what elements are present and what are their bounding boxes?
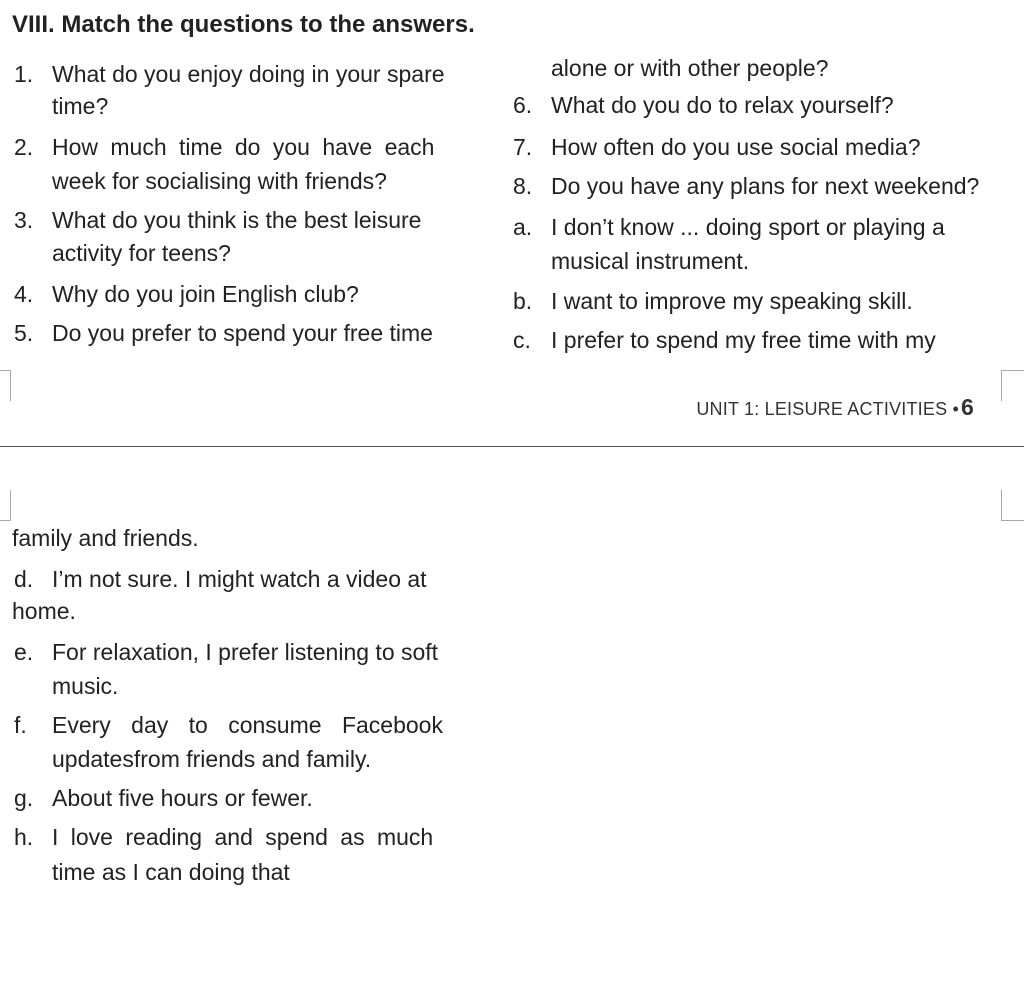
question-number: 2. [14, 134, 34, 160]
question-number: 8. [513, 173, 533, 199]
answer-text: I love reading and spend as much [52, 824, 434, 850]
question-text: How much time do you have each [52, 134, 435, 160]
question-text: Do you prefer to spend your free time [52, 320, 433, 346]
answer-text: family and friends. [12, 525, 199, 551]
answer-letter: g. [14, 785, 34, 811]
answer-text: For relaxation, I prefer listening to soft [52, 639, 439, 665]
answer-text: I don’t know ... doing sport or playing a [551, 214, 945, 240]
question-text: activity for teens? [52, 240, 231, 266]
question-text: What do you do to relax yourself? [551, 92, 894, 118]
question-number: 7. [513, 134, 533, 160]
question-number: 6. [513, 92, 533, 118]
page-break-divider [0, 446, 1024, 447]
question-number: 4. [14, 281, 34, 307]
crop-mark [0, 490, 11, 521]
exercise-title: VIII. Match the questions to the answers. [12, 11, 475, 38]
answer-letter: d. [14, 566, 34, 592]
answer-text: I want to improve my speaking skill. [551, 288, 913, 314]
question-number: 5. [14, 320, 34, 346]
page-footer [696, 392, 974, 424]
question-number: 1. [14, 61, 34, 87]
question-text: Why do you join English club? [52, 281, 359, 307]
answer-letter: e. [14, 639, 34, 665]
answer-letter: h. [14, 824, 34, 850]
question-text: What do you think is the best leisure [52, 207, 422, 233]
crop-mark [0, 370, 11, 401]
answer-text: Every day to consume Facebook [52, 712, 443, 738]
answer-letter: c. [513, 327, 531, 353]
question-text: alone or with other people? [551, 55, 829, 81]
answer-text: musical instrument. [551, 248, 750, 274]
answer-text: home. [12, 598, 76, 624]
question-number: 3. [14, 207, 34, 233]
crop-mark [1001, 490, 1024, 521]
footer-unit: UNIT 1: LEISURE ACTIVITIES • [696, 399, 959, 419]
answer-text: I prefer to spend my free time with my [551, 327, 936, 353]
question-text: Do you have any plans for next weekend? [551, 173, 980, 199]
answer-letter: b. [513, 288, 533, 314]
answer-letter: a. [513, 214, 533, 240]
answer-text: updatesfrom friends and family. [52, 746, 372, 772]
page-number: 6 [961, 394, 974, 420]
question-text: week for socialising with friends? [52, 168, 387, 194]
answer-text: time as I can doing that [52, 859, 290, 885]
question-text: How often do you use social media? [551, 134, 921, 160]
answer-text: music. [52, 673, 119, 699]
crop-mark [1001, 370, 1024, 401]
answer-text: I’m not sure. I might watch a video at [52, 566, 427, 592]
answer-letter: f. [14, 712, 27, 738]
answer-text: About five hours or fewer. [52, 785, 313, 811]
question-text: time? [52, 93, 109, 119]
question-text: What do you enjoy doing in your spare [52, 61, 445, 87]
